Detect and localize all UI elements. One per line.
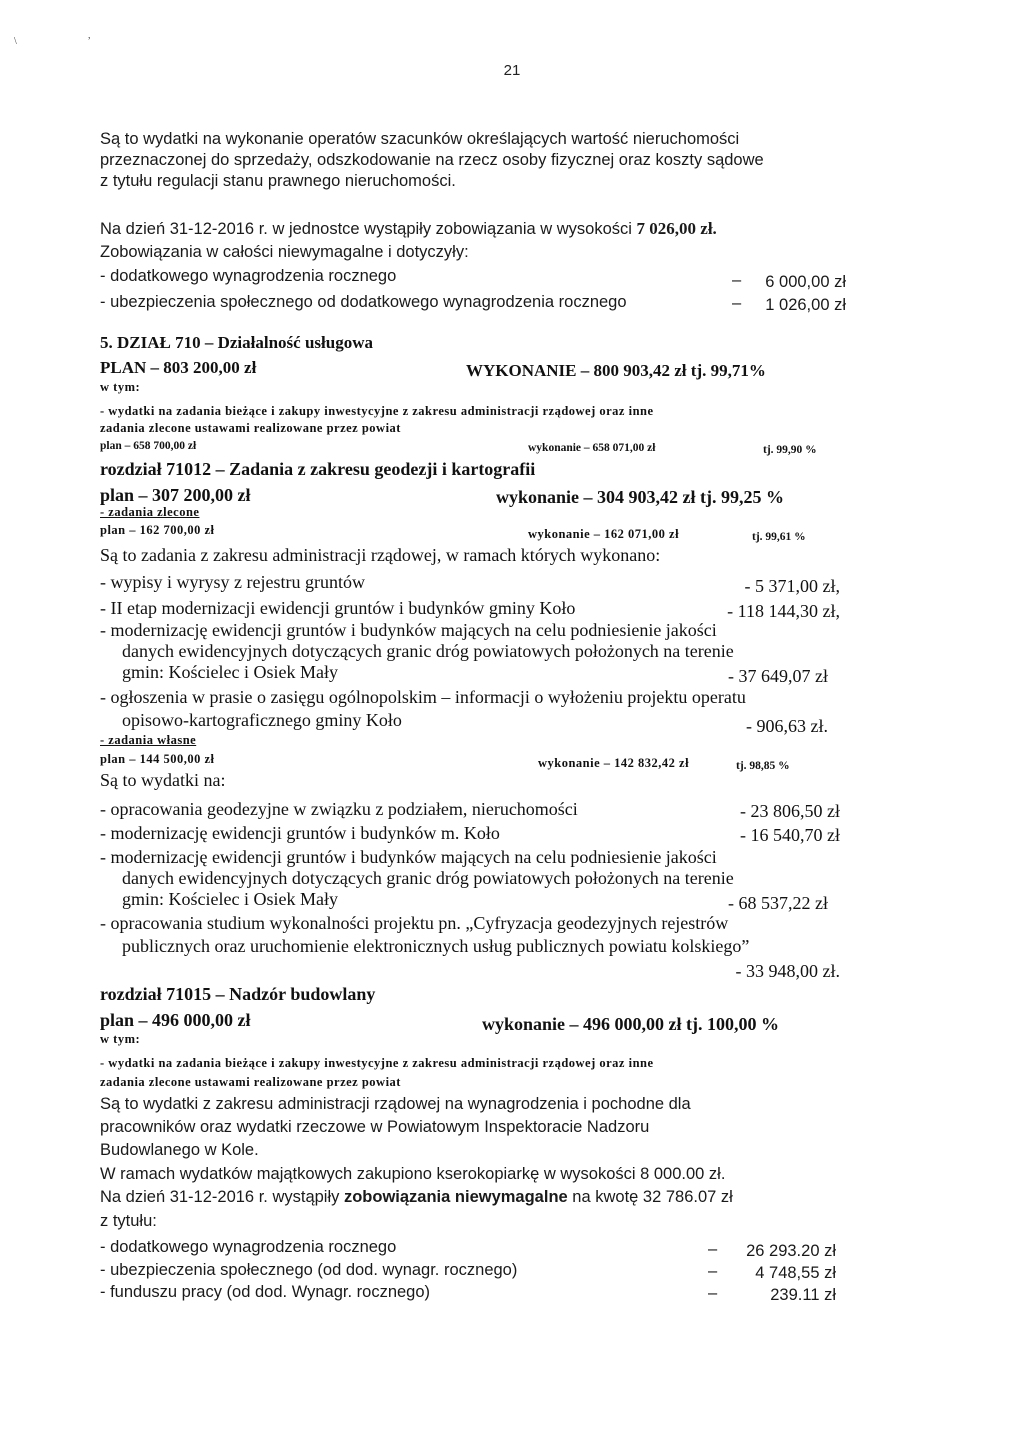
chapter-plan: plan – 496 000,00 zł bbox=[100, 1010, 251, 1030]
study-line: publicznych oraz uruchomienie elektronicznych usług publicznych powiatu kolskiego” bbox=[122, 936, 750, 956]
modernization-line: danych ewidencyjnych dotyczących granic dróg powiatowych położonych na terenie bbox=[122, 868, 734, 888]
section-title: 5. DZIAŁ 710 – Działalność usługowa bbox=[100, 333, 373, 352]
obligation-item-label: - dodatkowego wynagrodzenia rocznego bbox=[100, 267, 397, 285]
commissioned-plan: plan – 162 700,00 zł bbox=[100, 523, 215, 537]
obligations-line: Na dzień 31-12-2016 r. wystąpiły zobowiązania niewymagalne na kwotę 32 786.07 zł bbox=[100, 1188, 733, 1206]
chapter-title: rozdział 71015 – Nadzór budowlany bbox=[100, 984, 376, 1004]
modernization-line: gmin: Kościelec i Osiek Mały bbox=[122, 889, 338, 909]
modernization-line: danych ewidencyjnych dotyczących granic dróg powiatowych położonych na terenie bbox=[122, 641, 734, 661]
modernization-value: - 37 649,07 zł bbox=[728, 666, 828, 686]
obligation-item-label: - dodatkowego wynagrodzenia rocznego bbox=[100, 1238, 397, 1256]
paragraph-line: z tytułu regulacji stanu prawnego nieruchomości. bbox=[100, 172, 456, 190]
current-execution: wykonanie – 658 071,00 zł bbox=[528, 442, 656, 454]
own-tasks-label: - zadania własne bbox=[100, 733, 197, 747]
modernization-line: - modernizację ewidencji gruntów i budynków mających na celu podniesienie jakości bbox=[100, 847, 717, 867]
announcement-line: opisowo-kartograficznego gminy Koło bbox=[122, 710, 402, 730]
obligation-item-value: 239.11 zł bbox=[770, 1286, 836, 1304]
w-tym-label: w tym: bbox=[100, 1032, 141, 1046]
study-line: - opracowania studium wykonalności projektu pn. „Cyfryzacja geodezyjnych rejestrów bbox=[100, 913, 729, 933]
paragraph-line: Budowlanego w Kole. bbox=[100, 1141, 259, 1159]
announcement-line: - ogłoszenia w prasie o zasięgu ogólnopolskim – informacji o wyłożeniu projektu operatu bbox=[100, 687, 746, 707]
obligations-line: Zobowiązania w całości niewymagalne i dotyczyły: bbox=[100, 243, 469, 261]
obligation-item-label: - ubezpieczenia społecznego (od dod. wynagr. rocznego) bbox=[100, 1261, 518, 1279]
obligations-date-line: Na dzień 31-12-2016 r. w jednostce wystąpiły zobowiązania w wysokości 7 026,00 zł. bbox=[100, 219, 717, 238]
obligation-item-value: 1 026,00 zł bbox=[765, 296, 846, 314]
section-execution: WYKONANIE – 800 903,42 zł tj. 99,71% bbox=[466, 361, 766, 380]
commissioned-item: - II etap modernizacji ewidencji gruntów i budynków gminy Koło bbox=[100, 598, 576, 618]
commissioned-item-value: - 118 144,30 zł, bbox=[727, 601, 840, 621]
modernization-value: - 68 537,22 zł bbox=[728, 893, 828, 913]
capex-line: W ramach wydatków majątkowych zakupiono kserokopiarkę w wysokości 8 000.00 zł. bbox=[100, 1165, 726, 1183]
commissioned-tasks-label: - zadania zlecone bbox=[100, 505, 200, 519]
obligation-item-dash: – bbox=[708, 1240, 718, 1258]
commissioned-item-value: - 5 371,00 zł, bbox=[744, 576, 840, 596]
obligation-item-value: 26 293.20 zł bbox=[746, 1242, 836, 1260]
own-execution: wykonanie – 142 832,42 zł bbox=[538, 756, 690, 770]
chapter-execution: wykonanie – 496 000,00 zł tj. 100,00 % bbox=[482, 1014, 779, 1034]
w-tym-label: w tym: bbox=[100, 380, 141, 394]
own-item: - opracowania geodezyjne w związku z podziałem, nieruchomości bbox=[100, 799, 578, 819]
chapter-plan: plan – 307 200,00 zł bbox=[100, 485, 251, 505]
obligation-item-dash: – bbox=[732, 271, 742, 289]
chapter-title: rozdział 71012 – Zadania z zakresu geodezji i kartografii bbox=[100, 459, 536, 479]
paragraph-line: przeznaczonej do sprzedaży, odszkodowanie na rzecz osoby fizycznej oraz koszty sądowe bbox=[100, 151, 764, 169]
obligation-item-dash: – bbox=[708, 1262, 718, 1280]
commissioned-intro: Są to zadania z zakresu administracji rządowej, w ramach których wykonano: bbox=[100, 545, 661, 565]
current-expenses-line: zadania zlecone ustawami realizowane przez powiat bbox=[100, 1075, 401, 1089]
page-number: 21 bbox=[503, 62, 521, 79]
current-plan: plan – 658 700,00 zł bbox=[100, 440, 197, 452]
obligation-item-label: - funduszu pracy (od dod. Wynagr. rocznego) bbox=[100, 1283, 431, 1301]
own-item-value: - 23 806,50 zł bbox=[740, 801, 840, 821]
chapter-execution: wykonanie – 304 903,42 zł tj. 99,25 % bbox=[496, 487, 784, 507]
scan-artifact: , bbox=[88, 30, 91, 41]
obligation-item-dash: – bbox=[708, 1284, 718, 1302]
study-value: - 33 948,00 zł. bbox=[735, 961, 840, 981]
current-expenses-line: - wydatki na zadania bieżące i zakupy inwestycyjne z zakresu administracji rządowej oraz inne bbox=[100, 404, 654, 418]
commissioned-item: - wypisy i wyrysy z rejestru gruntów bbox=[100, 572, 365, 592]
obligation-item-label: - ubezpieczenia społecznego od dodatkowego wynagrodzenia rocznego bbox=[100, 293, 627, 311]
own-percent: tj. 98,85 % bbox=[736, 760, 790, 772]
obligation-item-value: 4 748,55 zł bbox=[755, 1264, 836, 1282]
commissioned-percent: tj. 99,61 % bbox=[752, 531, 806, 543]
own-plan: plan – 144 500,00 zł bbox=[100, 752, 215, 766]
paragraph-line: Są to wydatki na wykonanie operatów szacunków określających wartość nieruchomości bbox=[100, 130, 740, 148]
paragraph-line: Są to wydatki z zakresu administracji rządowej na wynagrodzenia i pochodne dla bbox=[100, 1095, 691, 1113]
current-percent: tj. 99,90 % bbox=[763, 444, 817, 456]
modernization-line: - modernizację ewidencji gruntów i budynków mających na celu podniesienie jakości bbox=[100, 620, 717, 640]
own-intro: Są to wydatki na: bbox=[100, 770, 226, 790]
own-item-value: - 16 540,70 zł bbox=[740, 825, 840, 845]
current-expenses-line: zadania zlecone ustawami realizowane przez powiat bbox=[100, 421, 401, 435]
own-item: - modernizację ewidencji gruntów i budynków m. Koło bbox=[100, 823, 500, 843]
announcement-value: - 906,63 zł. bbox=[746, 716, 828, 736]
z-tytulu-label: z tytułu: bbox=[100, 1212, 157, 1230]
current-expenses-line: - wydatki na zadania bieżące i zakupy inwestycyjne z zakresu administracji rządowej oraz inne bbox=[100, 1056, 654, 1070]
section-plan: PLAN – 803 200,00 zł bbox=[100, 358, 257, 377]
obligation-item-dash: – bbox=[732, 294, 742, 312]
commissioned-execution: wykonanie – 162 071,00 zł bbox=[528, 527, 680, 541]
obligation-item-value: 6 000,00 zł bbox=[765, 273, 846, 291]
paragraph-line: pracowników oraz wydatki rzeczowe w Powiatowym Inspektoracie Nadzoru bbox=[100, 1118, 650, 1136]
scan-artifact: \ bbox=[14, 36, 17, 47]
modernization-line: gmin: Kościelec i Osiek Mały bbox=[122, 662, 338, 682]
